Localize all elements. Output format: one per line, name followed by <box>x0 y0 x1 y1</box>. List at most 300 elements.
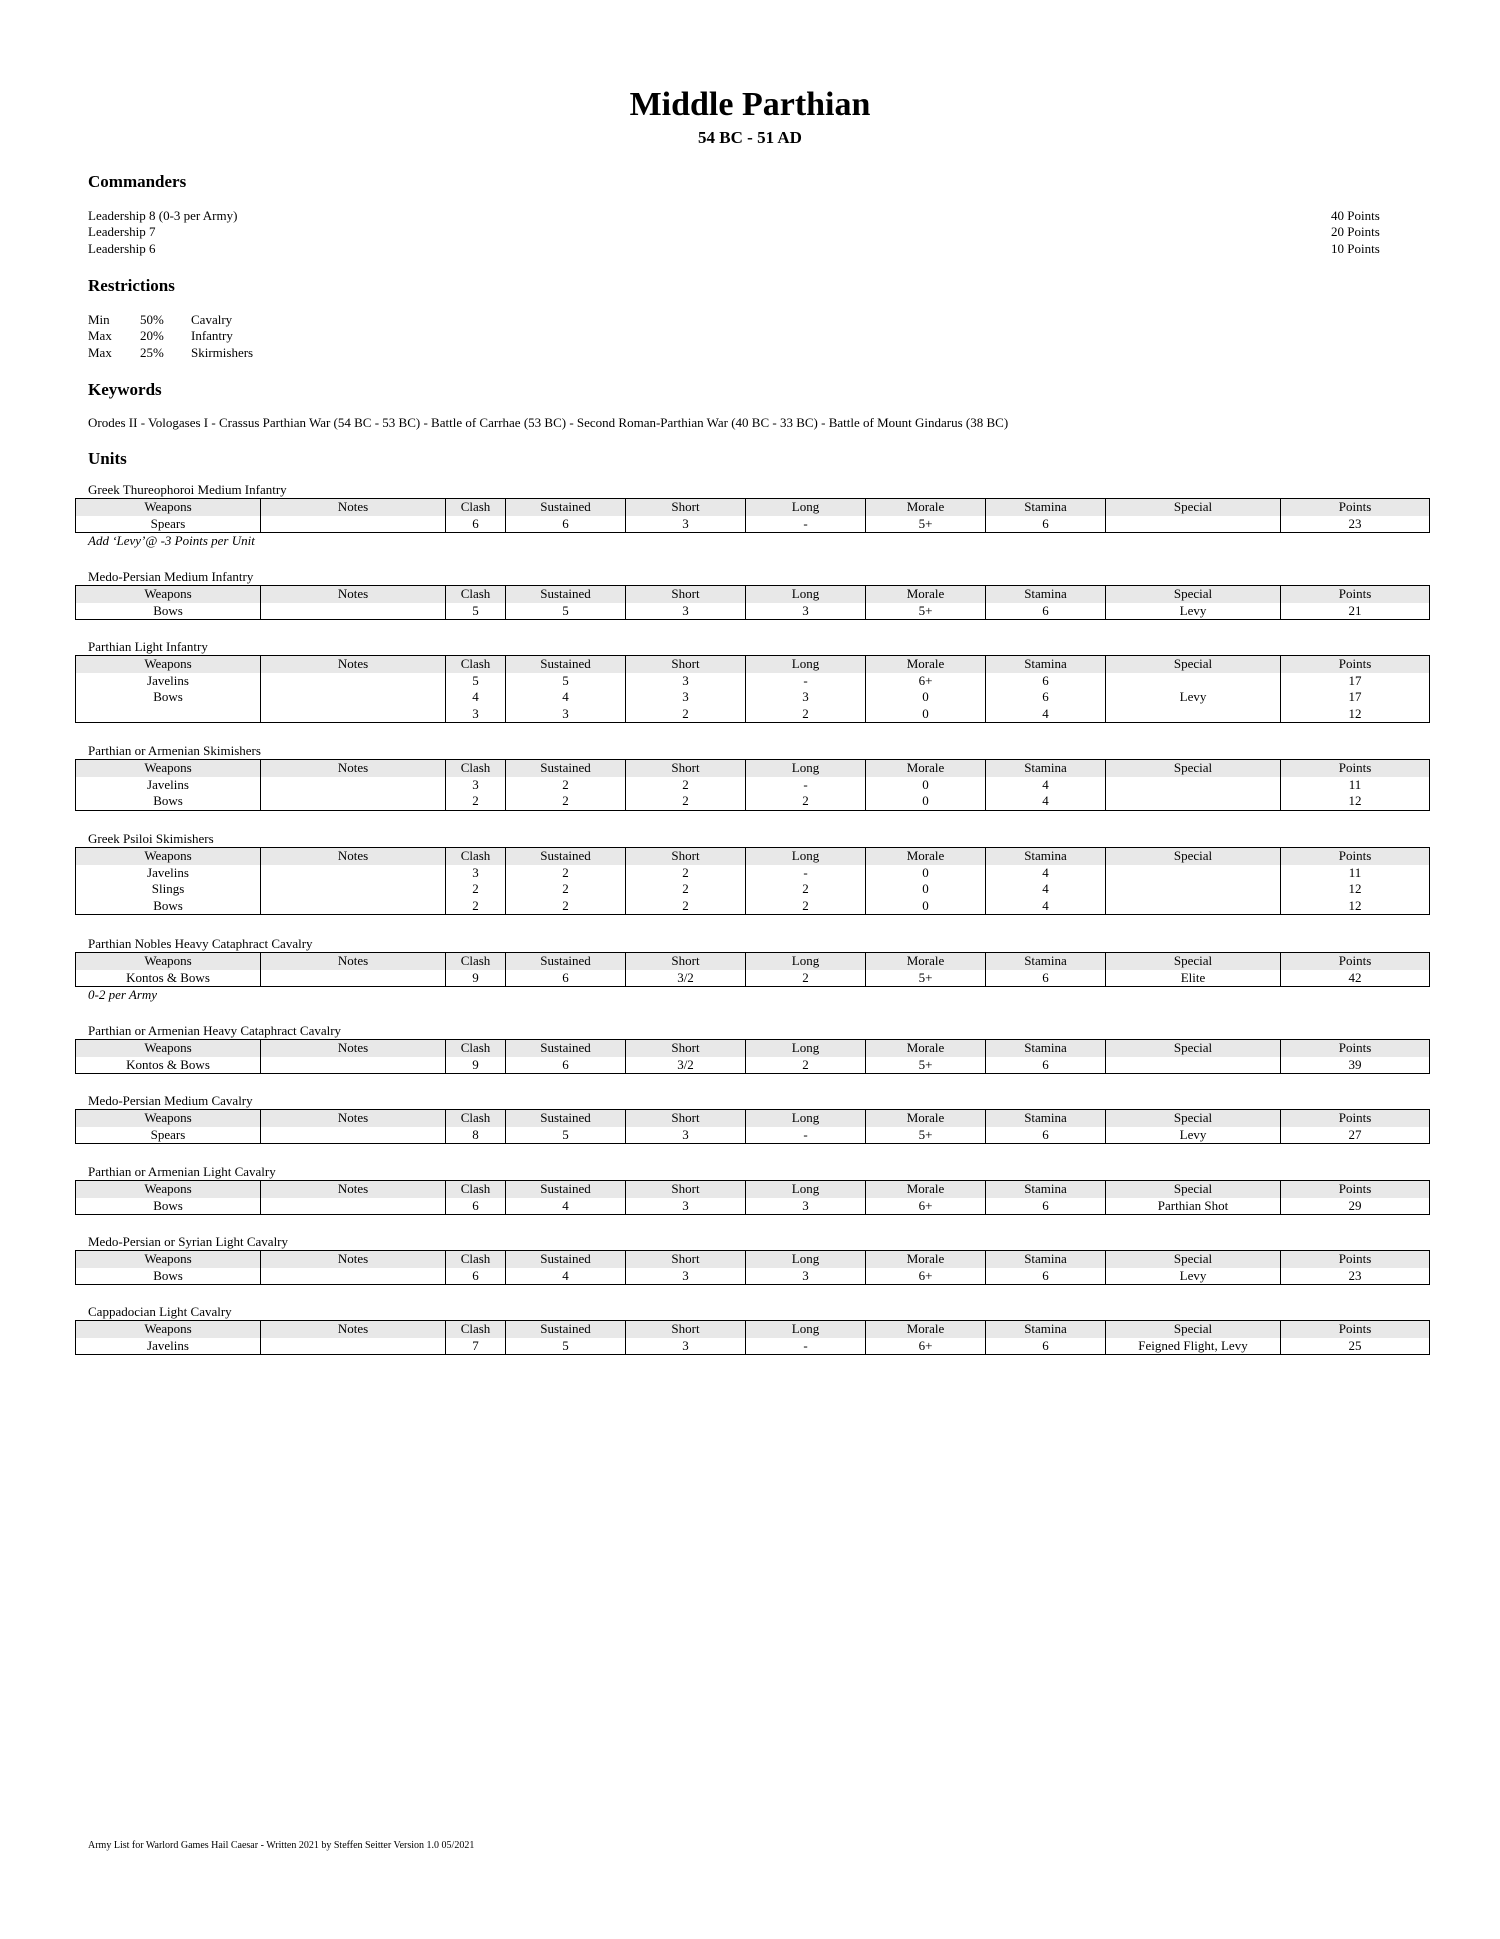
table-cell <box>261 1057 446 1074</box>
table-cell: 2 <box>746 706 866 723</box>
table-cell: Javelins <box>147 1337 189 1353</box>
column-header: Stamina <box>986 586 1106 603</box>
column-header: Special <box>1106 1321 1281 1338</box>
column-header: Weapons <box>76 1040 261 1057</box>
table-cell: 6+ <box>866 673 986 690</box>
table-cell: 4 <box>986 793 1106 810</box>
table-cell: 12 <box>1281 898 1430 915</box>
table-cell: 0 <box>866 689 986 706</box>
unit-stats-table <box>75 498 1430 533</box>
table-cell: 2 <box>746 881 866 898</box>
table-cell: 4 <box>986 777 1106 794</box>
table-cell: 12 <box>1281 706 1430 723</box>
table-cell <box>261 777 446 794</box>
table-cell: 3 <box>626 1268 746 1285</box>
table-cell <box>261 1338 446 1355</box>
column-header: Points <box>1281 656 1430 673</box>
unit-name: Parthian or Armenian Heavy Cataphract Cavalry <box>88 1023 342 1038</box>
table-row <box>76 706 1430 723</box>
table-cell <box>261 689 446 706</box>
unit-stats-table <box>75 847 1430 915</box>
column-header: Weapons <box>76 586 261 603</box>
table-header-row <box>76 760 1430 777</box>
table-cell: Javelins <box>147 776 189 792</box>
table-cell: 17 <box>1281 689 1430 706</box>
column-header: Stamina <box>986 656 1106 673</box>
restriction-kind: Max <box>88 345 112 360</box>
table-cell: 2 <box>506 898 626 915</box>
commanders-heading: Commanders <box>88 172 187 191</box>
table-cell: 4 <box>986 898 1106 915</box>
table-cell <box>261 865 446 882</box>
table-cell: 4 <box>986 865 1106 882</box>
restriction-kind: Max <box>88 328 112 343</box>
table-cell: Kontos & Bows <box>126 969 210 985</box>
table-cell: 12 <box>1281 881 1430 898</box>
table-cell: 17 <box>1281 673 1430 690</box>
column-header: Notes <box>261 499 446 516</box>
column-header: Sustained <box>506 1321 626 1338</box>
table-row <box>76 898 1430 915</box>
table-cell: 0 <box>866 865 986 882</box>
column-header: Clash <box>446 1251 506 1268</box>
table-cell: 6+ <box>866 1268 986 1285</box>
table-row <box>76 1057 1430 1074</box>
table-cell: - <box>746 673 866 690</box>
table-cell: 7 <box>446 1338 506 1355</box>
column-header: Short <box>626 1181 746 1198</box>
column-header: Stamina <box>986 1110 1106 1127</box>
keywords-text: Orodes II - Vologases I - Crassus Parthian War (54 BC - 53 BC) - Battle of Carrhae (53 BC) - Second Roman-Parthian War (40 BC - 33 BC) - Battle of Mount Gindarus (38 BC) <box>88 415 1009 430</box>
unit-name: Medo-Persian Medium Infantry <box>88 569 254 584</box>
column-header: Long <box>746 760 866 777</box>
column-header: Special <box>1106 848 1281 865</box>
table-cell: 4 <box>506 689 626 706</box>
table-cell: 6 <box>986 603 1106 620</box>
page-title: Middle Parthian <box>629 86 871 123</box>
column-header: Special <box>1106 1251 1281 1268</box>
unit-name: Parthian or Armenian Light Cavalry <box>88 1164 276 1179</box>
column-header: Morale <box>866 760 986 777</box>
table-header-row <box>76 1251 1430 1268</box>
table-cell: 6 <box>446 516 506 533</box>
column-header: Short <box>626 848 746 865</box>
table-cell: 2 <box>446 793 506 810</box>
table-cell: 4 <box>506 1268 626 1285</box>
table-cell: - <box>746 1338 866 1355</box>
column-header: Sustained <box>506 760 626 777</box>
table-cell <box>1106 706 1281 723</box>
restriction-type: Infantry <box>191 328 233 343</box>
column-header: Points <box>1281 760 1430 777</box>
table-row <box>76 1127 1430 1144</box>
units-heading: Units <box>88 449 127 468</box>
column-header: Long <box>746 586 866 603</box>
unit-stats-table <box>75 1250 1430 1285</box>
column-header: Notes <box>261 1110 446 1127</box>
table-cell: 0 <box>866 881 986 898</box>
table-header-row <box>76 953 1430 970</box>
page-subtitle: 54 BC - 51 AD <box>698 128 802 147</box>
column-header: Sustained <box>506 499 626 516</box>
table-cell: 2 <box>506 793 626 810</box>
column-header: Points <box>1281 1110 1430 1127</box>
table-cell: 0 <box>866 793 986 810</box>
table-row <box>76 1268 1430 1285</box>
table-cell <box>1106 898 1281 915</box>
table-cell: 2 <box>626 706 746 723</box>
column-header: Notes <box>261 953 446 970</box>
table-cell: 3 <box>626 689 746 706</box>
column-header: Stamina <box>986 499 1106 516</box>
table-header-row <box>76 1181 1430 1198</box>
keywords-heading: Keywords <box>88 380 162 399</box>
column-header: Morale <box>866 1110 986 1127</box>
table-cell: Levy <box>1106 1127 1281 1144</box>
table-cell: 2 <box>446 898 506 915</box>
column-header: Short <box>626 586 746 603</box>
column-header: Stamina <box>986 760 1106 777</box>
column-header: Special <box>1106 760 1281 777</box>
column-header: Notes <box>261 1251 446 1268</box>
table-cell: 2 <box>626 793 746 810</box>
table-cell: 2 <box>626 777 746 794</box>
restriction-type: Cavalry <box>191 312 233 327</box>
column-header: Short <box>626 499 746 516</box>
column-header: Points <box>1281 1040 1430 1057</box>
unit-name: Greek Thureophoroi Medium Infantry <box>88 482 287 497</box>
table-row <box>76 603 1430 620</box>
column-header: Notes <box>261 760 446 777</box>
table-cell: 3 <box>626 673 746 690</box>
column-header: Stamina <box>986 1040 1106 1057</box>
column-header: Notes <box>261 1321 446 1338</box>
restriction-kind: Min <box>88 312 110 327</box>
column-header: Notes <box>261 586 446 603</box>
table-cell: Javelins <box>147 672 189 688</box>
table-cell: 2 <box>506 865 626 882</box>
table-cell: 6 <box>446 1198 506 1215</box>
column-header: Short <box>626 760 746 777</box>
restriction-percent: 25% <box>140 345 164 360</box>
table-cell <box>261 1127 446 1144</box>
column-header: Sustained <box>506 848 626 865</box>
table-cell <box>1106 1057 1281 1074</box>
column-header: Clash <box>446 1181 506 1198</box>
table-cell: 3 <box>746 603 866 620</box>
column-header: Morale <box>866 499 986 516</box>
column-header: Special <box>1106 953 1281 970</box>
table-cell: 25 <box>1281 1338 1430 1355</box>
unit-name: Parthian Nobles Heavy Cataphract Cavalry <box>88 936 313 951</box>
table-cell: 11 <box>1281 865 1430 882</box>
table-cell <box>1106 865 1281 882</box>
unit-stats-table <box>75 1320 1430 1355</box>
table-header-row <box>76 656 1430 673</box>
unit-note: 0-2 per Army <box>88 987 158 1002</box>
table-cell: 5+ <box>866 603 986 620</box>
column-header: Special <box>1106 586 1281 603</box>
column-header: Sustained <box>506 656 626 673</box>
table-cell: 2 <box>446 881 506 898</box>
commander-label: Leadership 7 <box>88 224 156 239</box>
column-header: Weapons <box>76 1181 261 1198</box>
column-header: Short <box>626 1040 746 1057</box>
unit-stats-table <box>75 1180 1430 1215</box>
table-cell: 39 <box>1281 1057 1430 1074</box>
table-cell: 11 <box>1281 777 1430 794</box>
table-cell: 2 <box>506 881 626 898</box>
column-header: Short <box>626 1251 746 1268</box>
column-header: Stamina <box>986 953 1106 970</box>
column-header: Notes <box>261 656 446 673</box>
table-cell: 2 <box>746 898 866 915</box>
unit-note: Add ‘Levy’@ -3 Points per Unit <box>88 533 255 548</box>
table-cell: 6 <box>986 1198 1106 1215</box>
table-cell <box>1106 881 1281 898</box>
column-header: Weapons <box>76 1110 261 1127</box>
column-header: Special <box>1106 1040 1281 1057</box>
table-cell: 5+ <box>866 970 986 987</box>
restriction-row <box>88 312 232 329</box>
table-cell: 3/2 <box>626 970 746 987</box>
column-header: Points <box>1281 586 1430 603</box>
column-header: Morale <box>866 1321 986 1338</box>
column-header: Points <box>1281 953 1430 970</box>
table-cell: 5 <box>506 1127 626 1144</box>
unit-stats-table <box>75 1039 1430 1074</box>
column-header: Long <box>746 1110 866 1127</box>
table-cell: Spears <box>150 1126 186 1142</box>
column-header: Points <box>1281 1251 1430 1268</box>
table-cell: 29 <box>1281 1198 1430 1215</box>
table-cell: Bows <box>153 1197 183 1213</box>
table-cell: 6 <box>506 516 626 533</box>
table-cell: 2 <box>746 1057 866 1074</box>
table-cell: - <box>746 865 866 882</box>
table-cell: 6 <box>986 673 1106 690</box>
column-header: Weapons <box>76 760 261 777</box>
unit-stats-table <box>75 1109 1430 1144</box>
column-header: Short <box>626 1321 746 1338</box>
column-header: Weapons <box>76 953 261 970</box>
column-header: Morale <box>866 1040 986 1057</box>
table-cell: Bows <box>153 689 183 704</box>
column-header: Clash <box>446 586 506 603</box>
table-cell: - <box>746 1127 866 1144</box>
table-header-row <box>76 1040 1430 1057</box>
column-header: Special <box>1106 656 1281 673</box>
table-cell: 3 <box>506 706 626 723</box>
table-cell: 4 <box>506 1198 626 1215</box>
column-header: Sustained <box>506 1110 626 1127</box>
table-cell: 3 <box>626 1338 746 1355</box>
table-cell: Bows <box>153 602 183 618</box>
table-cell: 9 <box>446 970 506 987</box>
unit-name: Medo-Persian Medium Cavalry <box>88 1093 253 1108</box>
table-row <box>76 793 1430 810</box>
column-header: Points <box>1281 848 1430 865</box>
column-header: Clash <box>446 760 506 777</box>
table-cell: 3 <box>626 1198 746 1215</box>
table-cell: 23 <box>1281 516 1430 533</box>
restriction-percent: 50% <box>140 312 164 327</box>
table-cell: 9 <box>446 1057 506 1074</box>
table-header-row <box>76 499 1430 516</box>
table-cell: 2 <box>626 881 746 898</box>
table-cell: 21 <box>1281 603 1430 620</box>
table-cell <box>261 1268 446 1285</box>
table-cell: 6 <box>986 1338 1106 1355</box>
footer-note: Army List for Warlord Games Hail Caesar - Written 2021 by Steffen Seitter Version 1.0 05/2021 <box>88 1840 475 1851</box>
column-header: Morale <box>866 586 986 603</box>
column-header: Sustained <box>506 586 626 603</box>
column-header: Sustained <box>506 1251 626 1268</box>
column-header: Long <box>746 1321 866 1338</box>
table-cell: 5+ <box>866 1057 986 1074</box>
table-row <box>76 673 1430 690</box>
table-cell <box>1106 673 1281 690</box>
table-cell: Elite <box>1106 970 1281 987</box>
commander-label: Leadership 8 (0-3 per Army) <box>88 208 238 223</box>
table-row <box>76 970 1430 987</box>
column-header: Clash <box>446 499 506 516</box>
column-header: Sustained <box>506 953 626 970</box>
table-cell: 8 <box>446 1127 506 1144</box>
table-cell: 2 <box>746 970 866 987</box>
table-cell: 2 <box>626 865 746 882</box>
table-cell: Bows <box>153 793 183 808</box>
table-cell: 5 <box>506 603 626 620</box>
column-header: Points <box>1281 1181 1430 1198</box>
column-header: Stamina <box>986 848 1106 865</box>
table-cell: 3 <box>626 1127 746 1144</box>
column-header: Long <box>746 1251 866 1268</box>
table-cell: Spears <box>150 515 186 531</box>
table-cell: 3 <box>446 865 506 882</box>
column-header: Morale <box>866 848 986 865</box>
table-header-row <box>76 1321 1430 1338</box>
table-cell: 6+ <box>866 1198 986 1215</box>
table-cell <box>261 516 446 533</box>
table-cell <box>76 706 261 723</box>
column-header: Stamina <box>986 1251 1106 1268</box>
table-cell: 3 <box>746 1268 866 1285</box>
table-cell: 3 <box>746 689 866 706</box>
table-cell: 4 <box>986 706 1106 723</box>
unit-stats-table <box>75 655 1430 723</box>
table-cell: 6 <box>986 1268 1106 1285</box>
column-header: Long <box>746 848 866 865</box>
table-cell: Levy <box>1106 603 1281 620</box>
column-header: Short <box>626 656 746 673</box>
table-cell: 6+ <box>866 1338 986 1355</box>
table-cell <box>1106 793 1281 810</box>
table-cell: 6 <box>986 970 1106 987</box>
column-header: Stamina <box>986 1321 1106 1338</box>
table-cell: 2 <box>626 898 746 915</box>
column-header: Special <box>1106 499 1281 516</box>
table-cell: 6 <box>986 1127 1106 1144</box>
table-cell: 6 <box>446 1268 506 1285</box>
unit-name: Cappadocian Light Cavalry <box>88 1304 232 1319</box>
table-cell: Levy <box>1106 1268 1281 1285</box>
table-cell: 42 <box>1281 970 1430 987</box>
unit-name: Parthian or Armenian Skimishers <box>88 743 261 758</box>
table-cell <box>261 603 446 620</box>
restriction-type: Skirmishers <box>191 345 254 360</box>
table-cell: 23 <box>1281 1268 1430 1285</box>
column-header: Clash <box>446 1040 506 1057</box>
table-cell <box>261 706 446 723</box>
column-header: Clash <box>446 1321 506 1338</box>
table-cell: Feigned Flight, Levy <box>1106 1338 1281 1355</box>
commander-points: 10 Points <box>1331 241 1380 256</box>
restriction-row <box>88 345 253 362</box>
table-cell: 5 <box>446 673 506 690</box>
table-cell: 3 <box>446 777 506 794</box>
table-row <box>76 1198 1430 1215</box>
table-cell: 27 <box>1281 1127 1430 1144</box>
commander-label: Leadership 6 <box>88 241 156 256</box>
column-header: Notes <box>261 1181 446 1198</box>
table-cell: 6 <box>986 689 1106 706</box>
table-cell: 6 <box>986 516 1106 533</box>
table-cell: 4 <box>446 689 506 706</box>
table-cell: 2 <box>746 793 866 810</box>
unit-stats-table <box>75 952 1430 987</box>
column-header: Morale <box>866 1181 986 1198</box>
table-header-row <box>76 1110 1430 1127</box>
column-header: Long <box>746 499 866 516</box>
table-cell: Parthian Shot <box>1106 1198 1281 1215</box>
commander-points: 20 Points <box>1331 224 1380 239</box>
unit-stats-table <box>75 585 1430 620</box>
column-header: Long <box>746 1040 866 1057</box>
table-cell: 2 <box>506 777 626 794</box>
table-row <box>76 777 1430 794</box>
column-header: Notes <box>261 848 446 865</box>
column-header: Short <box>626 953 746 970</box>
table-cell: Slings <box>151 881 185 896</box>
column-header: Long <box>746 656 866 673</box>
column-header: Weapons <box>76 656 261 673</box>
table-cell <box>1106 777 1281 794</box>
table-cell <box>261 673 446 690</box>
table-cell <box>261 970 446 987</box>
unit-stats-table <box>75 759 1430 811</box>
column-header: Clash <box>446 1110 506 1127</box>
table-cell: 3 <box>746 1198 866 1215</box>
column-header: Stamina <box>986 1181 1106 1198</box>
table-header-row <box>76 848 1430 865</box>
table-cell: 5 <box>506 673 626 690</box>
table-cell <box>1106 516 1281 533</box>
table-row <box>76 516 1430 533</box>
column-header: Sustained <box>506 1181 626 1198</box>
column-header: Morale <box>866 953 986 970</box>
table-cell: 3 <box>626 516 746 533</box>
table-cell: Bows <box>153 897 183 913</box>
table-cell: - <box>746 516 866 533</box>
table-cell: 5 <box>506 1338 626 1355</box>
table-cell <box>261 793 446 810</box>
column-header: Long <box>746 1181 866 1198</box>
table-cell <box>261 898 446 915</box>
restrictions-heading: Restrictions <box>88 276 175 295</box>
column-header: Clash <box>446 848 506 865</box>
table-cell: Javelins <box>147 864 189 880</box>
